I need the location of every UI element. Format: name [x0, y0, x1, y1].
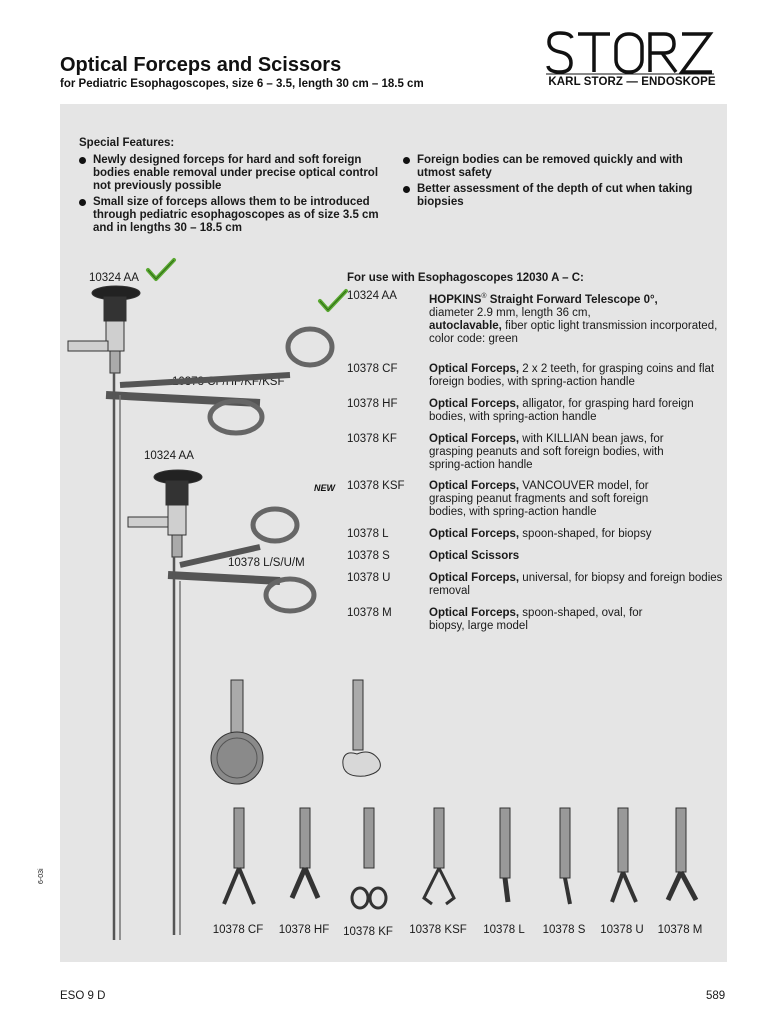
item-detail: spoon-shaped, for biopsy [519, 528, 652, 540]
forceps-tip-icon [484, 808, 524, 908]
item-name: Optical Forceps, [429, 480, 520, 492]
feature-item: Better assessment of the depth of cut when taking biopsies [417, 183, 717, 209]
check-icon [146, 258, 176, 282]
side-code: 6-03i [38, 868, 45, 884]
feature-item: Foreign bodies can be removed quickly and with utmost safety [417, 154, 717, 180]
scissors-tip-icon [544, 808, 584, 908]
item-name: Optical Forceps, [429, 363, 520, 375]
tip-label: 10378 HF [278, 924, 330, 936]
storz-logo [532, 30, 732, 94]
page-number: 589 [706, 990, 726, 1002]
figure-label-forceps: 10378 L/S/U/M [228, 557, 305, 569]
tip-label: 10378 L [483, 924, 525, 936]
item-description [429, 480, 669, 519]
item-detail: color code: green [429, 332, 518, 345]
item-code: 10378 CF [347, 363, 398, 375]
demo-illustration [205, 680, 425, 800]
registered-mark: ® [481, 293, 487, 300]
item-description [429, 363, 729, 389]
item-detail: diameter 2.9 mm, length 36 cm, [429, 306, 591, 319]
tip-label: 10378 KSF [409, 924, 467, 936]
forceps-tip-icon [602, 808, 642, 908]
forceps-tip-icon [660, 808, 700, 908]
item-description [429, 398, 729, 424]
item-code: 10378 HF [347, 398, 398, 410]
item-code: 10378 KF [347, 433, 397, 445]
tips-row [198, 808, 718, 948]
tip-label: 10378 M [657, 924, 703, 936]
forceps-tip-icon [418, 808, 458, 908]
figure-label-telescope: 10324 AA [144, 450, 194, 462]
item-code: 10378 KSF [347, 480, 405, 492]
storz-wordmark-icon [532, 30, 732, 76]
item-name: HOPKINS [429, 293, 482, 306]
item-description [429, 433, 669, 472]
tip-label: 10378 U [600, 924, 644, 936]
item-code: 10378 U [347, 572, 391, 584]
item-detail: spoon-shaped, oval, for biopsy, large model [429, 607, 643, 632]
feature-item: Small size of forceps allows them to be introduced through pediatric esophagoscopes as of size 3.5 cm and in lengths 30 – 18.5 cm [93, 196, 383, 235]
catalog-heading: For use with Esophagoscopes 12030 A – C: [347, 272, 584, 284]
tip-label: 10378 S [542, 924, 586, 936]
item-description [429, 572, 729, 598]
figure-label-forceps: 10378 CF/HF/KF/KSF [172, 376, 285, 388]
features-heading: Special Features: [79, 137, 175, 149]
item-name: Optical Forceps, [429, 572, 520, 584]
item-description [429, 607, 669, 633]
forceps-tip-icon [218, 808, 258, 908]
item-code: 10378 S [347, 550, 390, 562]
item-detail: 2 x 2 teeth, for grasping coins and flat foreign bodies, with spring-action handle [429, 363, 715, 388]
item-code: 10324 AA [347, 290, 397, 302]
new-tag: NEW [314, 483, 335, 493]
item-name: Optical Forceps, [429, 433, 520, 445]
figure-label-telescope: 10324 AA [89, 272, 139, 284]
feature-item: Newly designed forceps for hard and soft foreign bodies enable removal under precise optical control not previously possible [93, 154, 393, 193]
page-title: Optical Forceps and Scissors [60, 54, 342, 76]
item-name: Optical Forceps, [429, 607, 520, 619]
item-detail: with KILLIAN bean jaws, for grasping peanuts and soft foreign bodies, with spring-action handle [429, 433, 664, 471]
item-name-rest: Straight Forward Telescope 0°, [486, 293, 658, 306]
item-code: 10378 M [347, 607, 392, 619]
item-detail: VANCOUVER model, for grasping peanut fragments and soft foreign bodies, with spring-action handle [429, 480, 649, 518]
item-description [429, 290, 729, 346]
footer-catalog-code: ESO 9 D [60, 990, 106, 1002]
brand-subtitle: KARL STORZ — ENDOSKOPE [548, 76, 716, 88]
item-name: Optical Forceps, [429, 528, 520, 540]
tip-label: 10378 KF [343, 926, 393, 938]
item-detail: alligator, for grasping hard foreign bodies, with spring-action handle [429, 398, 694, 423]
forceps-tip-icon [348, 808, 388, 908]
item-description [429, 528, 729, 541]
item-code: 10378 L [347, 528, 389, 540]
item-name: Optical Scissors [429, 550, 520, 562]
item-name: Optical Forceps, [429, 398, 520, 410]
item-description [429, 550, 729, 563]
forceps-tip-icon [284, 808, 324, 908]
item-detail: universal, for biopsy and foreign bodies removal [429, 572, 723, 597]
item-detail: fiber optic light transmission incorporated, [501, 319, 718, 332]
page-subtitle: for Pediatric Esophagoscopes, size 6 – 3.5, length 30 cm – 18.5 cm [60, 78, 424, 90]
item-detail-bold: autoclavable, [429, 319, 502, 332]
tip-label: 10378 CF [212, 924, 264, 936]
